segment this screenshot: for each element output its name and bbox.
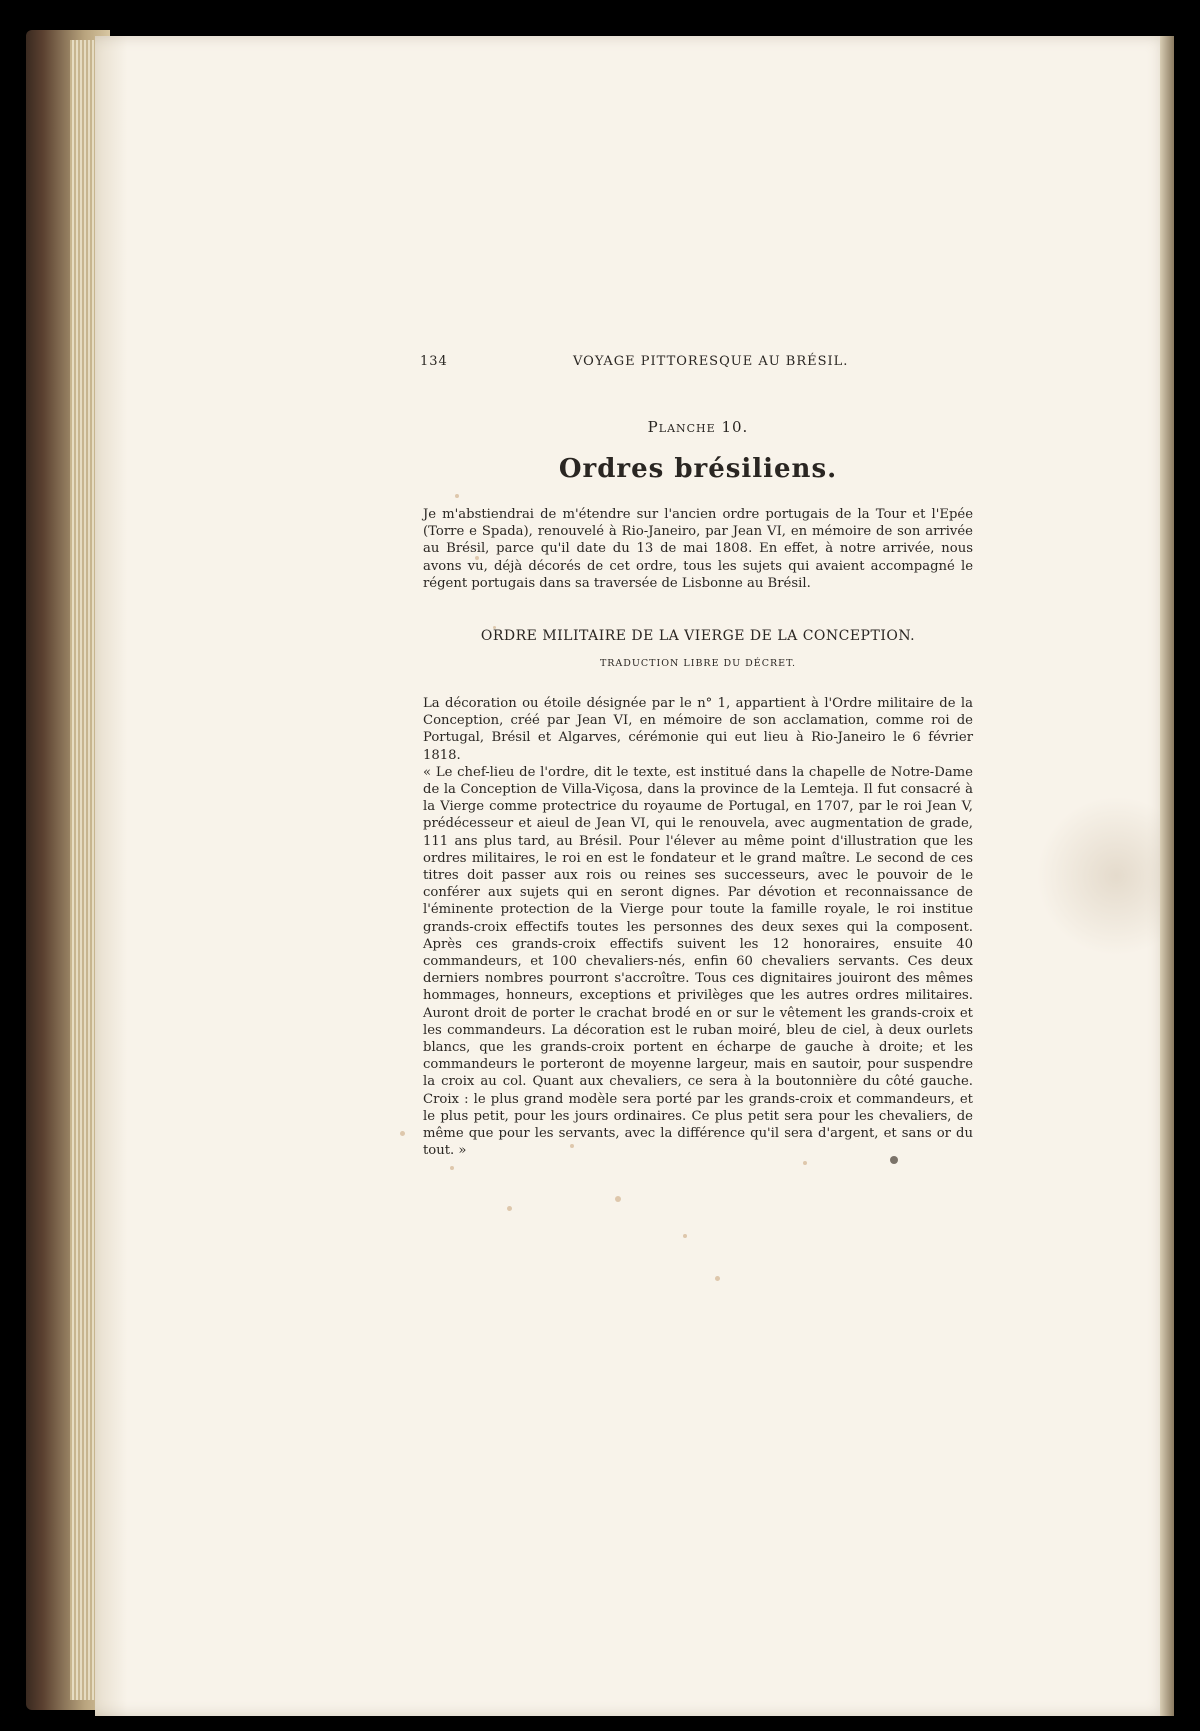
plate-label: Planche 10. xyxy=(647,418,749,436)
running-head xyxy=(420,354,973,374)
order-heading: ORDRE MILITAIRE DE LA VIERGE DE LA CONCEPTION. xyxy=(480,628,916,645)
order-paragraph-2: « Le chef-lieu de l'ordre, dit le texte, est institué dans la chapelle de Notre-Dame de la Conception de Villa-Viçosa, dans la province de la Lemteja. Il fut consacré à la Vierge comme protectrice du royaume de Portugal, en 1707, par le roi Jean V, prédécesseur et aieul de Jean VI, qui le renouvela, avec augmentation de grade, 111 ans plus tard, au Brésil. Pour l'élever au même point d'illustration que les ordres militaires, le roi en est le fondateur et le grand maître. Le second de ces titres doit passer aux rois ou reines ses successeurs, avec le pouvoir de le conférer aux sujets qui en seront dignes. Par dévotion et reconnaissance de l'éminente protection de la Vierge pour toute la famille royale, le roi institue grands-croix effectifs toutes les personnes des deux sexes qui la composent. Après ces grands-croix effectifs suivent les 12 honoraires, ensuite 40 commandeurs, et 100 chevaliers-nés, enfin 60 chevaliers servants. Ces deux derniers nombres pourront s'accroître. Tous ces dignitaires jouiront des mêmes hommages, honneurs, exceptions et privilèges que les autres ordres militaires. Auront droit de porter le crachat brodé en or sur le vêtement les grands-croix et les commandeurs. La décoration est le ruban moiré, bleu de ciel, à deux ourlets blancs, que les grands-croix portent en écharpe de gauche à droite; et les commandeurs le porteront de moyenne largeur, mais en sautoir, pour suspendre la croix au col. Quant aux chevaliers, ce sera à la boutonnière du côté gauche. Croix : le plus grand modèle sera porté par les grands-croix et commandeurs, et le plus petit, pour les jours ordinaires. Ce plus petit sera pour les chevaliers, de même que pour les servants, avec la différence qu'il sera d'argent, et sans or du tout. » xyxy=(423,764,973,1159)
book-title: VOYAGE PITTORESQUE AU BRÉSIL. xyxy=(573,354,849,369)
intro-paragraph: Je m'abstiendrai de m'étendre sur l'ancien ordre portugais de la Tour et l'Epée (Torre e Spada), renouvelé à Rio-Janeiro, par Jean VI, en mémoire de son arrivée au Brésil, parce qu'il date du 13 de mai 1808. En effet, à notre arrivée, nous avons vu, déjà décorés de cet ordre, tous les sujets qui avaient accompagné le régent portugais dans sa traversée de Lisbonne au Brésil. xyxy=(423,507,973,591)
right-page-edge xyxy=(1160,36,1174,1716)
order-paragraph-1: La décoration ou étoile désignée par le n° 1, appartient à l'Ordre militaire de la Conception, créé par Jean VI, en mémoire de son acclamation, comme roi de Portugal, Brésil et Algarves, cérémonie qui eut lieu à Rio-Janeiro le 6 février 1818. xyxy=(423,696,973,763)
section-title: Ordres brésiliens. xyxy=(558,454,838,484)
page-text-block xyxy=(420,354,973,1160)
page-number: 134 xyxy=(420,354,448,369)
decree-subheading: TRADUCTION LIBRE DU DÉCRET. xyxy=(599,658,797,670)
